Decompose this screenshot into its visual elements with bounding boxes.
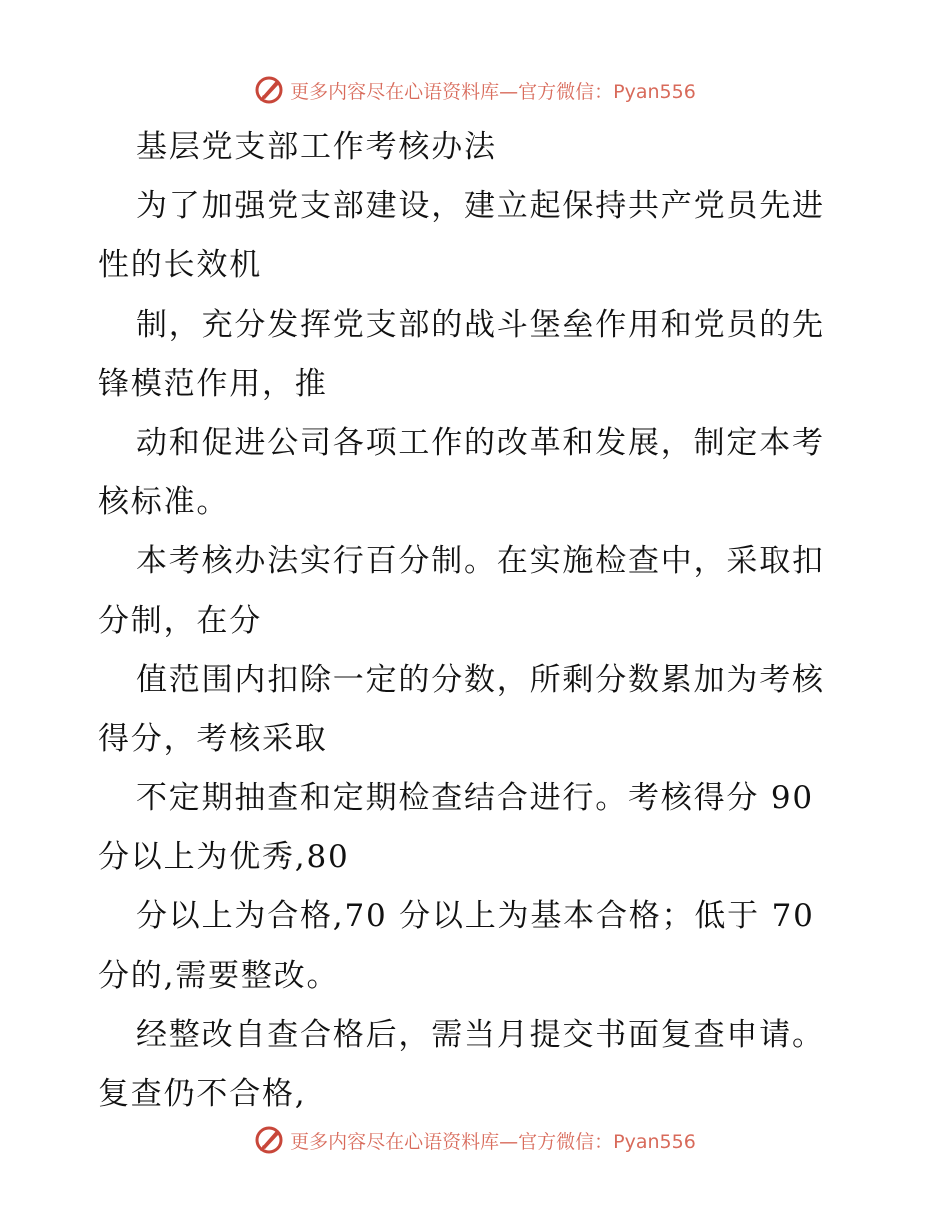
- header-banner: [0, 70, 950, 110]
- text-line: 分以上为合格,70 分以上为基本合格；低于 70: [136, 898, 815, 935]
- text-line: 制，充分发挥党支部的战斗堡垒作用和党员的先: [136, 306, 825, 343]
- text-line: 核标准。: [98, 484, 230, 521]
- text-line: 经整改自查合格后，需当月提交书面复查申请。: [136, 1016, 825, 1053]
- text-line: 值范围内扣除一定的分数，所剩分数累加为考核: [136, 661, 825, 698]
- text-line: 性的长效机: [98, 247, 262, 284]
- text-line: 基层党支部工作考核办法: [136, 129, 497, 165]
- text-line: 分制，在分: [98, 602, 262, 639]
- text-line: 不定期抽查和定期检查结合进行。考核得分 90: [136, 780, 814, 817]
- document-body: [98, 118, 858, 1124]
- text-line: 得分，考核采取: [98, 720, 328, 757]
- text-line: 复查仍不合格,: [98, 1076, 307, 1112]
- footer-banner-text: 更多内容尽在心语资料库—官方微信：Pyan556: [290, 1130, 696, 1153]
- text-line: 本考核办法实行百分制。在实施检查中，采取扣: [136, 543, 825, 580]
- text-line: 分以上为优秀,80: [98, 839, 350, 876]
- text-line: 分的,需要整改。: [98, 957, 340, 994]
- text-line: 锋模范作用，推: [98, 365, 328, 402]
- header-banner-text: 更多内容尽在心语资料库—官方微信：Pyan556: [290, 80, 696, 103]
- pen-circle-logo-icon: [254, 75, 284, 105]
- footer-banner: [0, 1120, 950, 1160]
- text-line: 为了加强党支部建设，建立起保持共产党员先进: [136, 188, 825, 225]
- text-line: 动和促进公司各项工作的改革和发展，制定本考: [136, 424, 825, 461]
- pen-circle-logo-icon: [254, 1125, 284, 1155]
